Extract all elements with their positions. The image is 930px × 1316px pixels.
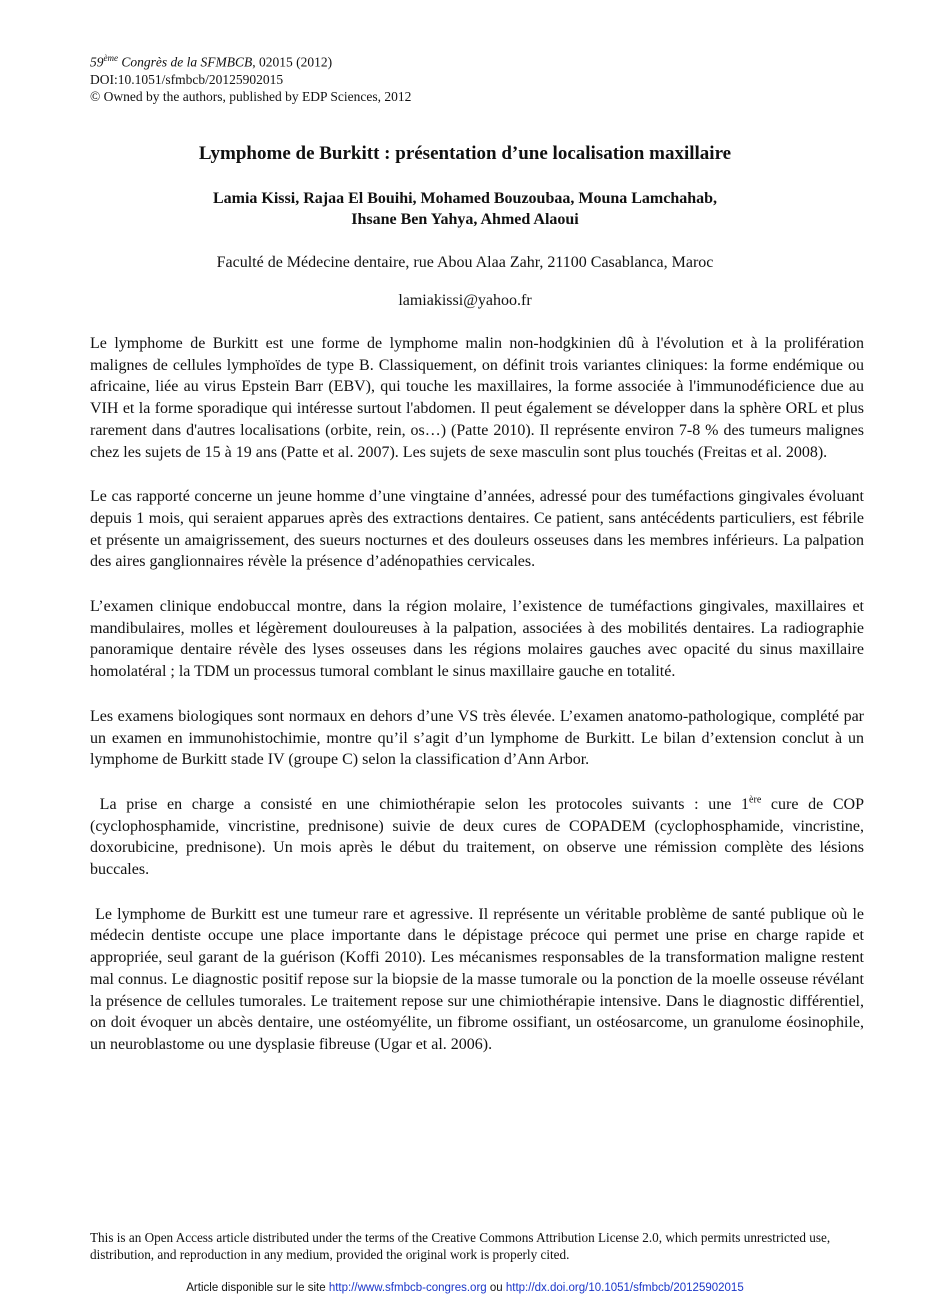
author-list [0,188,930,230]
footer-middle: ou [486,1282,506,1294]
conference-name: Congrès de la SFMBCB [121,54,253,70]
treatment-text-end: cure de COP (cyclophosphamide, vincristine, prednisone) suivie de deux cures de COPADEM (cyclophosphamide, vincristine, doxorubicine, prednisone). Un mois après le début du traitement, on observe une rémission complète des lésions buccales. [90,795,865,879]
author-line-1: Lamia Kissi, Rajaa El Bouihi, Mohamed Bouzoubaa, Mouna Lamchahab, [212,190,718,207]
article-title: Lymphome de Burkitt : présentation d’une localisation maxillaire [198,143,732,164]
article-body [90,333,864,1079]
paragraph-treatment [90,794,864,881]
journal-header [90,50,411,105]
paragraph-clinical-exam: L’examen clinique endobuccal montre, dans la région molaire, l’existence de tuméfactions gingivales, maxillaires et mandibulaires, molles et légèrement douloureuses à la palpation, associées à des mobilités dentaires. La radiographie panoramique dentaire révèle des lyses osseuses dans les régions molaires gauches avec opacité du sinus maxillaire homolatéral ; la TDM un processus tumoral comblant le sinus maxillaire gauche en totalité. [90,598,864,681]
site-link[interactable]: http://www.sfmbcb-congres.org [328,1282,487,1294]
license-notice: This is an Open Access article distributed under the terms of the Creative Commons Attribution License 2.0, which permits unrestricted use, distribution, and reproduction in any medium, provided the original work is properly cited. [90,1230,831,1262]
author-line-2: Ihsane Ben Yahya, Ahmed Alaoui [351,211,579,228]
paragraph-case-report: Le cas rapporté concerne un jeune homme d’une vingtaine d’années, adressé pour des tuméfactions gingivales évoluant depuis 1 mois, qui seraient apparues après des extractions dentaires. Ce patient, sans antécédents particuliers, est fébrile et présente un amaigrissement, des sueurs nocturnes et des douleurs osseuses dans les membres inférieurs. La palpation des aires ganglionnaires révèle la présence d’adénopathies cervicales. [90,488,864,571]
footer-prefix: Article disponible sur le site [186,1282,329,1294]
paragraph-biology: Les examens biologiques sont normaux en dehors d’une VS très élevée. L’examen anatomo-pathologique, complété par un examen en immunohistochimie, montre qu’il s’agit d’un lymphome de Burkitt. Le bilan d’extension conclut à un lymphome de Burkitt stade IV (groupe C) selon la classification d’Ann Arbor. [90,707,864,769]
discussion-text: Le lymphome de Burkitt est une tumeur rare et agressive. Il représente un véritable problème de santé publique où le médecin dentiste occupe une place importante dans le dépistage précoce qui permet une prise en charge rapide et appropriée, seul garant de la guérison (Koffi 2010). Les mécanismes responsables de la transformation maligne restent mal connus. Le diagnostic positif repose sur la biopsie de la masse tumorale ou la ponction de la moelle osseuse révélant la présence de cellules tumorales. Le traitement repose sur une chimiothérapie intensive. Dans le diagnostic différentiel, on doit évoquer un abcès dentaire, une ostéomyélite, un fibrome ossifiant, un ostéosarcome, un granulome éosinophile, un neuroblastome ou une dysplasie fibreuse (Ugar et al. 2006). [90,905,865,1053]
conference-number-suffix: ème [103,53,118,63]
copyright-line: © Owned by the authors, published by EDP Sciences, 2012 [90,88,412,104]
author-email: lamiakissi@yahoo.fr [398,292,532,309]
footer-availability [0,1282,930,1294]
treatment-text-start: La prise en charge a consisté en une chimiothérapie selon les protocoles suivants : une 1 [99,795,750,813]
paragraph-discussion [90,904,864,1056]
affiliation: Faculté de Médecine dentaire, rue Abou Alaa Zahr, 21100 Casablanca, Maroc [216,254,714,271]
conference-line [90,50,411,71]
conference-reference: , 02015 (2012) [252,54,333,70]
ordinal-suffix: ère [749,794,762,806]
doi-line: DOI:10.1051/sfmbcb/20125902015 [90,71,284,87]
doi-link[interactable]: http://dx.doi.org/10.1051/sfmbcb/20125902015 [505,1282,744,1294]
paragraph-introduction: Le lymphome de Burkitt est une forme de lymphome malin non-hodgkinien dû à l'évolution et à la prolifération malignes de cellules lymphoïdes de type B. Classiquement, on définit trois variantes cliniques: la forme endémique ou africaine, liée au virus Epstein Barr (EBV), qui touche les maxillaires, la forme associée à l'immunodéficience due au VIH et la forme sporadique qui intéresse surtout l'abdomen. Il peut également se développer dans la sphère ORL et plus rarement dans d'autres localisations (orbite, rein, os…) (Patte 2010). Il représente environ 7-8 % des tumeurs malignes chez les sujets de 15 à 19 ans (Patte et al. 2007). Les sujets de sexe masculin sont plus touchés (Freitas et al. 2008). [90,335,864,461]
conference-number: 59 [90,54,104,70]
